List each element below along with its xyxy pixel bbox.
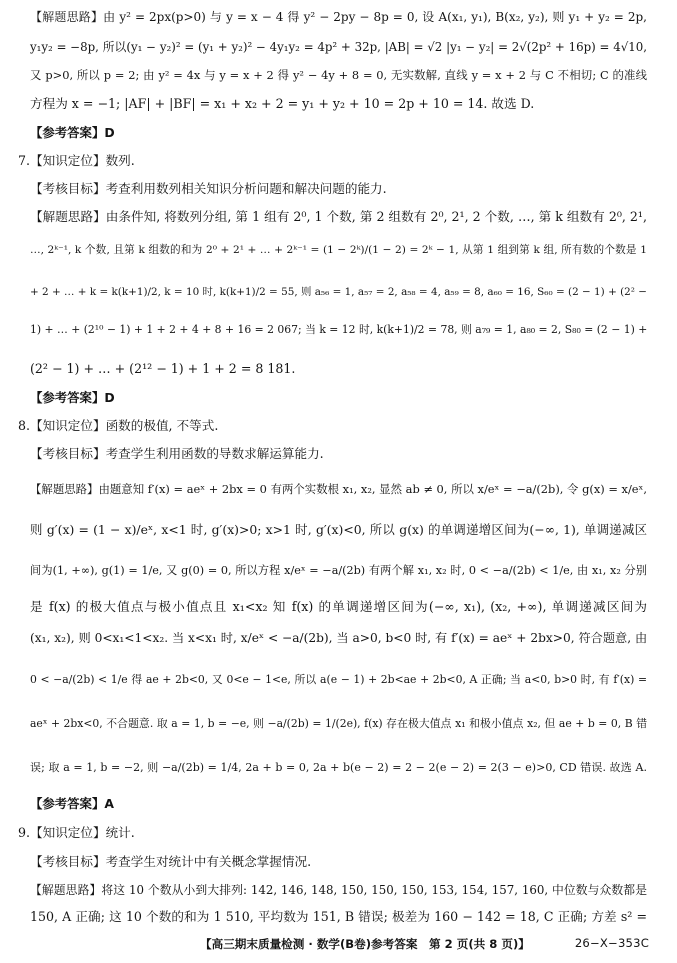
question-heading: 9.【知识定位】统计. — [18, 825, 135, 840]
assessment-goal: 【考核目标】考查学生对统计中有关概念掌握情况. — [30, 854, 312, 869]
text-line: 【解题思路】由条件知, 将数列分组, 第 1 组有 2⁰, 1 个数, 第 2 组数有 2⁰, 2¹, 2 个数, …, 第 k 组数有 2⁰, 2¹, — [30, 209, 647, 224]
assessment-goal: 【考核目标】考查利用数列相关知识分析问题和解决问题的能力. — [30, 181, 387, 196]
text-line: 【解题思路】由 y² = 2px(p>0) 与 y = x − 4 得 y² − 2py − 8p = 0, 设 A(x₁, y₁), B(x₂, y₂), 则 y₁ + y₂ = 2p, — [30, 10, 647, 24]
text-line: 150, A 正确; 这 10 个数的和为 1 510, 平均数为 151, B 错误; 极差为 160 − 142 = 18, C 正确; 方差 s² = — [30, 909, 647, 924]
footer-title: 【高三期末质量检测 · 数学(B卷)参考答案 第 2 页(共 8 页)】 — [200, 937, 530, 951]
assessment-goal: 【考核目标】考查学生利用函数的导数求解运算能力. — [30, 446, 324, 461]
text-line: (2² − 1) + … + (2¹² − 1) + 1 + 2 = 8 181. — [30, 361, 296, 376]
text-line: 又 p>0, 所以 p = 2; 由 y² = 4x 与 y = x + 2 得 y² − 4y + 8 = 0, 无实数解, 直线 y = x + 2 与 C 不相切; C 的准线 — [30, 68, 647, 82]
text-line: 误; 取 a = 1, b = −2, 则 −a/(2b) = 1/4, 2a + b = 0, 2a + b(e − 2) = 2 − 2(e − 2) = 2(3 − e)>0, CD 错误. 故选 A. — [30, 761, 647, 774]
reference-answer: 【参考答案】A — [30, 796, 114, 811]
reference-answer: 【参考答案】D — [30, 390, 115, 405]
footer-code: 26−X−353C — [574, 936, 649, 950]
text-line: 间为(1, +∞), g(1) = 1/e, 又 g(0) = 0, 所以方程 x/eˣ = −a/(2b) 有两个解 x₁, x₂ 时, 0 < −a/(2b) < 1/e, 由 x₁, x₂ 分别 — [30, 564, 647, 577]
text-line: 0 < −a/(2b) < 1/e 得 ae + 2b<0, 又 0<e − 1<e, 所以 a(e − 1) + 2b<ae + 2b<0, A 正确; 当 a<0, b>0 时, 有 f′(x) = — [30, 673, 647, 686]
text-line: 则 g′(x) = (1 − x)/eˣ, x<1 时, g′(x)>0; x>1 时, g′(x)<0, 所以 g(x) 的单调递增区间为(−∞, 1), 单调递减区 — [30, 522, 647, 537]
question-heading: 8.【知识定位】函数的极值, 不等式. — [18, 418, 219, 433]
text-line: + 2 + … + k = k(k+1)/2, k = 10 时, k(k+1)/2 = 55, 则 a₅₆ = 1, a₅₇ = 2, a₅₈ = 4, a₅₉ = 8, a₆₀ = 16, S₆₀ = (2 − 1) + (2² − — [30, 286, 647, 298]
question-heading: 7.【知识定位】数列. — [18, 153, 135, 168]
text-line: …, 2ᵏ⁻¹, k 个数, 且第 k 组数的和为 2⁰ + 2¹ + … + 2ᵏ⁻¹ = (1 − 2ᵏ)/(1 − 2) = 2ᵏ − 1, 从第 1 组到第 k 组, 所有数的个数是 1 — [30, 244, 647, 256]
text-line: y₁y₂ = −8p, 所以(y₁ − y₂)² = (y₁ + y₂)² − 4y₁y₂ = 4p² + 32p, |AB| = √2 |y₁ − y₂| = 2√(2p² + 16p) = 4√10, — [30, 40, 647, 54]
text-line: 1) + … + (2¹⁰ − 1) + 1 + 2 + 4 + 8 + 16 = 2 067; 当 k = 12 时, k(k+1)/2 = 78, 则 a₇₉ = 1, a₈₀ = 2, S₈₀ = (2 − 1) + — [30, 323, 648, 336]
reference-answer: 【参考答案】D — [30, 125, 115, 140]
text-line: 是 f(x) 的极大值点与极小值点且 x₁<x₂ 知 f(x) 的单调递增区间为(−∞, x₁), (x₂, +∞), 单调递减区间为 — [30, 599, 647, 614]
text-line: 【解题思路】将这 10 个数从小到大排列: 142, 146, 148, 150, 150, 150, 153, 154, 157, 160, 中位数与众数都是 — [30, 883, 647, 897]
text-line: aeˣ + 2bx<0, 不合题意. 取 a = 1, b = −e, 则 −a/(2b) = 1/(2e), f(x) 存在极大值点 x₁ 和极小值点 x₂, 但 ae + b = 0, B 错 — [30, 717, 647, 730]
text-line: (x₁, x₂), 则 0<x₁<1<x₂. 当 x<x₁ 时, x/eˣ < −a/(2b), 当 a>0, b<0 时, 有 f′(x) = aeˣ + 2bx>0, 符合题意, 由 — [30, 631, 648, 645]
page-footer — [0, 934, 677, 954]
text-line: 方程为 x = −1; |AF| + |BF| = x₁ + x₂ + 2 = y₁ + y₂ + 10 = 2p + 10 = 14. 故选 D. — [30, 96, 535, 111]
text-line: 【解题思路】由题意知 f′(x) = aeˣ + 2bx = 0 有两个实数根 x₁, x₂, 显然 ab ≠ 0, 所以 x/eˣ = −a/(2b), 令 g(x) = x/eˣ, — [30, 482, 647, 496]
